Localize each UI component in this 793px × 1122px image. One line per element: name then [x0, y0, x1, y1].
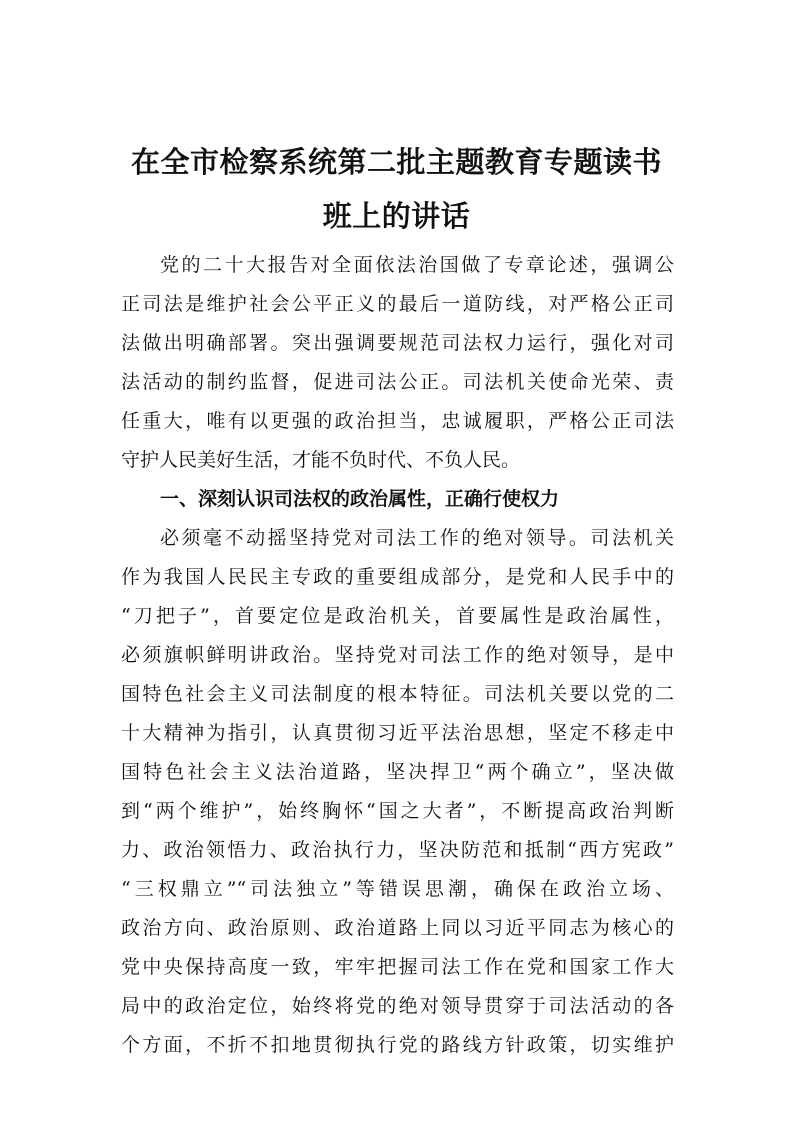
paragraph-2-line: 党中央保持高度一致，牢牢把握司法工作在党和国家工作大 [121, 956, 674, 978]
document-title-line-1: 在全市检察系统第二批主题教育专题读书 [130, 145, 662, 179]
paragraph-1-line: 守护人民美好生活，才能不负时代、不负人民。 [121, 449, 521, 471]
paragraph-2-line: 必须旗帜鲜明讲政治。坚持党对司法工作的绝对领导，是中 [121, 644, 674, 666]
paragraph-2-line: 力、政治领悟力、政治执行力，坚决防范和抵制“西方宪政” [121, 839, 674, 861]
paragraph-2-line: 国特色社会主义法治道路，坚决捍卫“两个确立”，坚决做 [121, 761, 674, 783]
paragraph-2-line: “三权鼎立”“司法独立”等错误思潮，确保在政治立场、 [121, 878, 674, 900]
paragraph-2-line: 到“两个维护”，始终胸怀“国之大者”，不断提高政治判断 [121, 800, 674, 822]
paragraph-1-line: 法活动的制约监督，促进司法公正。司法机关使命光荣、责 [121, 371, 674, 393]
paragraph-2-line: 个方面，不折不扣地贯彻执行党的路线方针政策，切实维护 [121, 1034, 674, 1056]
paragraph-1-line: 正司法是维护社会公平正义的最后一道防线，对严格公正司 [121, 293, 674, 315]
document-title-line-2: 班上的讲话 [322, 199, 471, 233]
paragraph-2-line: 必须毫不动摇坚持党对司法工作的绝对领导。司法机关 [160, 527, 674, 549]
paragraph-2-line: 国特色社会主义司法制度的根本特征。司法机关要以党的二 [121, 683, 674, 705]
paragraph-2-line: “刀把子”，首要定位是政治机关，首要属性是政治属性， [121, 605, 674, 627]
paragraph-2-line: 政治方向、政治原则、政治道路上同以习近平同志为核心的 [121, 917, 674, 939]
paragraph-1-line: 任重大，唯有以更强的政治担当，忠诚履职，严格公正司法 [121, 410, 674, 432]
paragraph-1-line: 党的二十大报告对全面依法治国做了专章论述，强调公 [160, 254, 674, 276]
paragraph-2-line: 作为我国人民民主专政的重要组成部分，是党和人民手中的 [121, 566, 674, 588]
paragraph-2-line: 十大精神为指引，认真贯彻习近平法治思想，坚定不移走中 [121, 722, 674, 744]
paragraph-1-line: 法做出明确部署。突出强调要规范司法权力运行，强化对司 [121, 332, 674, 354]
paragraph-2-line: 局中的政治定位，始终将党的绝对领导贯穿于司法活动的各 [121, 995, 674, 1017]
section-heading: 一、深刻认识司法权的政治属性，正确行使权力 [160, 488, 560, 510]
